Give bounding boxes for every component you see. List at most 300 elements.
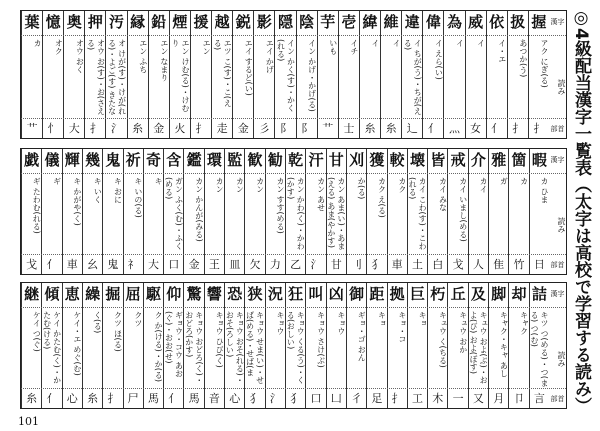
kanji-reading: キョウ ひび(く) [215,311,225,368]
kanji-char: 鋭 [235,13,251,31]
kanji-reading: エン [202,39,212,55]
kanji-column [447,283,467,408]
kanji-reading: イ [455,39,465,47]
kanji-radical: 卩 [513,392,525,405]
kanji-radical: 扌 [391,392,403,405]
kanji-char: 雅 [491,151,507,169]
kanji-char: 戯 [24,151,40,169]
kanji-radical: 礻 [127,258,139,271]
kanji-radical: 車 [66,258,78,271]
kanji-char: 較 [389,151,405,169]
kanji-radical: 口 [310,392,322,405]
kanji-char: 奥 [66,13,82,31]
kanji-column [41,149,61,274]
header-reading: 読み [557,79,566,95]
kanji-column [163,283,183,408]
kanji-reading: キョウ おそ(れる)・おそ(ろしい) [225,311,245,384]
kanji-column [224,149,244,274]
kanji-radical: 火 [174,122,186,135]
kanji-reading: か(る) [357,177,367,200]
kanji-char: 儀 [44,151,60,169]
row-divider [21,254,566,255]
kanji-radical: 竹 [513,258,525,271]
kanji-char: 獲 [369,151,385,169]
kanji-char: 況 [267,285,283,303]
kanji-reading: イ [476,39,486,47]
kanji-char: 御 [349,285,365,303]
kanji-radical: 艹 [322,122,334,135]
kanji-column [163,149,183,274]
header-kanji: 漢字 [550,18,565,26]
kanji-radical: 阝 [279,122,291,135]
header-reading: 読み [557,217,566,233]
kanji-column [143,283,163,408]
kanji-reading: カ [519,177,529,185]
kanji-radical: 糸 [385,122,397,135]
kanji-radical: 氵 [111,122,123,135]
kanji-reading: エン ふち [138,39,148,74]
kanji-radical: 金 [237,122,249,135]
kanji-char: 壊 [409,151,425,169]
kanji-column [265,283,285,408]
kanji-char: 監 [227,151,243,169]
kanji-column [285,283,305,408]
kanji-reading: ケイ・エ めぐ(む) [72,311,82,376]
kanji-radical: 力 [269,258,281,271]
kanji-radical: 忄 [47,122,59,135]
kanji-column [488,283,508,408]
kanji-reading: キャク [519,311,529,335]
kanji-reading: アク にぎ(る) [539,39,549,88]
kanji-radical: 乙 [290,258,302,271]
kanji-char: 扱 [510,13,526,31]
kanji-column [326,149,346,274]
kanji-column [529,149,549,274]
header-bushu: 部首 [550,395,565,403]
kanji-char: 皆 [430,151,446,169]
kanji-column [285,149,305,274]
kanji-char: 巨 [409,285,425,303]
title-sub: （太字は高校で学習する読み） [571,175,591,414]
kanji-char: 驚 [186,285,202,303]
kanji-char: 為 [446,13,462,31]
kanji-column [41,283,61,408]
kanji-column [305,149,325,274]
kanji-char: 狂 [288,285,304,303]
kanji-radical: 亻 [46,392,58,405]
kanji-reading: ク か(ける)・か(る) [154,311,164,383]
kanji-char: 依 [489,13,505,31]
kanji-radical: 甘 [330,258,342,271]
kanji-reading: ギョウ・コウ あお(ぐ)・おお(せ) [164,311,184,378]
kanji-char: 及 [470,285,486,303]
header-bushu: 部首 [550,261,565,269]
kanji-radical: 犭 [371,258,383,271]
kanji-reading: カ [33,39,43,47]
kanji-char: 却 [511,285,527,303]
kanji-char: 輝 [64,151,80,169]
kanji-reading: イン かげ・かげ(る) [307,39,317,112]
kanji-char: 奇 [145,151,161,169]
kanji-char: 鑑 [186,151,202,169]
kanji-column [427,149,447,274]
kanji-char: 違 [404,13,420,31]
kanji-column [305,283,325,408]
kanji-reading: オウ お(す)・お(さえる) [86,39,106,115]
kanji-radical: 戈 [452,258,464,271]
kanji-reading: キ [154,177,164,185]
kanji-char: 陰 [299,13,315,31]
kanji-char: 朽 [430,285,446,303]
kanji-reading: カイ みな [438,177,448,212]
title-main: ◎4級配当漢字一覧表 [571,8,591,176]
kanji-char: 甘 [328,151,344,169]
kanji-char: 隠 [277,13,293,31]
kanji-radical: 彡 [258,122,270,135]
kanji-column [62,283,82,408]
kanji-radical: 扌 [195,122,207,135]
kanji-column [326,283,346,408]
kanji-reading: カイ [479,177,489,193]
kanji-reading: キ いく [93,177,103,204]
kanji-column [82,149,102,274]
kanji-char: 傾 [44,285,60,303]
kanji-reading: キ いの(る) [133,177,143,218]
kanji-column [468,149,488,274]
kanji-radical: 白 [432,258,444,271]
kanji-column [427,283,447,408]
kanji-reading: ケイ つ(ぐ) [32,311,42,352]
kanji-radical: 欠 [249,258,261,271]
kanji-radical: 大 [68,122,80,135]
kanji-reading: キュウ おか [458,311,468,354]
header-reading: 読み [557,351,566,367]
kanji-radical: 馬 [147,392,159,405]
kanji-reading: ギ [52,177,62,185]
kanji-radical: 金 [153,122,165,135]
kanji-reading: カイ こわ(す)・こわ(れる) [408,177,428,250]
kanji-reading: キュウ く(ちる) [438,311,448,368]
kanji-reading: オ けが(す)・けが(れる)・よご(す) きたな [107,39,127,115]
page-number: 101 [18,415,39,428]
kanji-reading: キャク・キャ あし [499,311,509,378]
kanji-char: 繰 [85,285,101,303]
kanji-column [447,149,467,274]
kanji-radical: 犭 [290,392,302,405]
kanji-column [244,149,264,274]
kanji-column [346,149,366,274]
kanji-radical: 彳 [351,392,363,405]
kanji-column [143,149,163,274]
row-divider [21,118,566,119]
kanji-radical: 灬 [448,122,460,135]
kanji-radical: 馬 [188,392,200,405]
kanji-radical: 金 [188,258,200,271]
kanji-reading: カ ひま [539,177,549,204]
kanji-reading: ギョ・ゴ おん [357,311,367,362]
kanji-reading: カク え(る) [377,177,387,218]
kanji-char: 汗 [308,151,324,169]
kanji-radical: 足 [371,392,383,405]
kanji-char: 距 [369,285,385,303]
kanji-char: 介 [470,151,486,169]
kanji-char: 憶 [45,13,61,31]
kanji-radical: 糸 [364,122,376,135]
kanji-radical: 尸 [127,392,139,405]
kanji-reading: エイ するど(い) [244,39,254,96]
kanji-radical: 糸 [26,392,38,405]
kanji-char: 汚 [109,13,125,31]
kanji-reading: イ [371,39,381,47]
kanji-radical: 音 [208,392,220,405]
kanji-char: 祈 [125,151,141,169]
kanji-radical: 氵 [310,258,322,271]
kanji-char: 歓 [247,151,263,169]
kanji-reading: イ ちが(う)・ちが(える) [403,39,423,115]
kanji-column [183,283,203,408]
kanji-column [407,283,427,408]
kanji-radical: 士 [343,122,355,135]
kanji-reading: あつか(う) [518,39,528,78]
kanji-reading: イン かく(す)・かく(れる) [276,39,296,112]
kanji-column [366,283,386,408]
kanji-char: 響 [206,285,222,303]
kanji-reading: カン あせ [316,177,326,212]
kanji-column [244,283,264,408]
kanji-char: 鬼 [105,151,121,169]
kanji-radical: 口 [168,258,180,271]
kanji-char: 葉 [24,13,40,31]
kanji-reading: カン かんが(みる) [194,177,204,242]
kanji-reading: キョ・コ [397,311,407,343]
kanji-char: 威 [468,13,484,31]
kanji-radical: 扌 [89,122,101,135]
kanji-char: 握 [531,13,547,31]
kanji-char: 含 [166,151,182,169]
kanji-char: 掘 [105,285,121,303]
kanji-radical: 氵 [269,392,281,405]
kanji-reading: キョウ [336,311,346,335]
kanji-radical: 戈 [26,258,38,271]
kanji-reading: キ かがや(く) [72,177,82,226]
kanji-reading: カン あま(い)・あま(える) あま(やかす) [326,177,346,250]
kanji-char: 丘 [450,285,466,303]
kanji-column [102,283,122,408]
kanji-char: 勧 [267,151,283,169]
kanji-char: 援 [193,13,209,31]
kanji-radical: 亻 [168,392,180,405]
kanji-reading: オク [54,39,64,55]
kanji-radical: 犭 [249,392,261,405]
kanji-char: 維 [383,13,399,31]
kanji-radical: 女 [470,122,482,135]
kanji-radical: 走 [216,122,228,135]
kanji-column [21,283,41,408]
kanji-column [21,149,41,274]
kanji-char: 駆 [145,285,161,303]
kanji-radical: 工 [411,392,423,405]
kanji-radical: 土 [411,258,423,271]
kanji-char: 芋 [320,13,336,31]
kanji-char: 偉 [425,13,441,31]
kanji-column [102,149,122,274]
kanji-table-3 [20,282,567,409]
kanji-column [183,149,203,274]
kanji-char: 煙 [172,13,188,31]
kanji-reading: キョ [418,311,428,327]
kanji-char: 幾 [85,151,101,169]
kanji-reading: クツ [133,311,143,327]
row-divider [21,388,566,389]
kanji-radical: 扌 [107,392,119,405]
kanji-column [265,149,285,274]
kanji-reading: ケイ かたむ(く)・かたむ(ける) [42,311,62,384]
kanji-reading: ギ たわむ(れる) [32,177,42,234]
kanji-table-1 [20,10,567,139]
kanji-reading: イチ [349,39,359,55]
kanji-reading: キュウ およ(ぶ)・およ(び) およ(ぼす) [469,311,489,384]
kanji-column [387,149,407,274]
kanji-char: 恵 [64,285,80,303]
kanji-radical: 木 [432,392,444,405]
kanji-radical: 扌 [512,122,524,135]
kanji-radical: 心 [66,392,78,405]
header-kanji: 漢字 [550,156,565,164]
row-divider [21,35,566,36]
kanji-column [387,283,407,408]
kanji-char: 越 [214,13,230,31]
kanji-reading: カン すす(める) [275,177,285,234]
header-column [549,149,566,274]
kanji-column [82,283,102,408]
kanji-column [123,149,143,274]
kanji-radical: 亻 [427,122,439,135]
kanji-reading: カン [215,177,225,193]
kanji-reading: イ [392,39,402,47]
kanji-column [224,283,244,408]
kanji-reading: いも [328,39,338,55]
kanji-column [62,149,82,274]
kanji-reading: イ・エ [497,39,507,63]
row-divider [21,173,566,174]
kanji-reading: キョウ くる(う)・くる(おしい) [286,311,306,384]
kanji-reading: キョ [377,311,387,327]
kanji-column [468,283,488,408]
kanji-column [488,149,508,274]
kanji-reading: キョウ おどろ(く)・おどろ(かす) [184,311,204,384]
kanji-radical: 人 [472,258,484,271]
kanji-char: 壱 [341,13,357,31]
kanji-reading: エイ かげ [265,39,275,74]
kanji-radical: 辶 [406,122,418,135]
kanji-reading: エン なまり [159,39,169,82]
kanji-column [407,149,427,274]
kanji-column [508,283,528,408]
kanji-column [366,149,386,274]
kanji-char: 緯 [362,13,378,31]
kanji-reading: ガ [499,177,509,185]
kanji-radical: 車 [391,258,403,271]
page-title [566,8,596,414]
kanji-char: 暇 [531,151,547,169]
kanji-char: 仰 [166,285,182,303]
kanji-char: 戒 [450,151,466,169]
kanji-radical: 隹 [493,258,505,271]
kanji-reading: キョウ [275,311,285,335]
kanji-char: 拠 [389,285,405,303]
kanji-reading: キョウ さけ(ぶ) [316,311,326,368]
kanji-radical: 王 [208,258,220,271]
kanji-char: 押 [87,13,103,31]
kanji-radical: 一 [452,392,464,405]
kanji-char: 箇 [511,151,527,169]
kanji-radical: 大 [147,258,159,271]
kanji-char: 脚 [491,285,507,303]
kanji-reading: キ おに [113,177,123,204]
kanji-radical: 扌 [533,122,545,135]
kanji-char: 乾 [288,151,304,169]
kanji-radical: 皿 [229,258,241,271]
header-column [549,283,566,408]
kanji-char: 屈 [125,285,141,303]
kanji-char: 狭 [247,285,263,303]
kanji-char: 影 [256,13,272,31]
kanji-column [123,283,143,408]
kanji-radical: 阝 [301,122,313,135]
kanji-radical: 糸 [132,122,144,135]
kanji-reading: キョウ せま(い)・せば(める)・せば(ま [245,311,265,384]
kanji-radical: 心 [229,392,241,405]
kanji-radical: 月 [493,392,505,405]
kanji-column [204,149,224,274]
kanji-char: 恐 [227,285,243,303]
kanji-radical: 艹 [26,122,38,135]
kanji-char: 凶 [328,285,344,303]
kanji-reading: く(る) [93,311,103,334]
header-bushu: 部首 [550,125,565,133]
kanji-char: 叫 [308,285,324,303]
kanji-radical: 又 [472,392,484,405]
kanji-reading: エツ こ(す)・こ(える) [213,39,233,107]
kanji-char: 詰 [531,285,547,303]
kanji-reading: カイ いまし(める) [458,177,468,242]
kanji-radical: 日 [533,258,545,271]
kanji-reading: カン かわ(く)・かわ(かす) [286,177,306,250]
kanji-radical: 亻 [491,122,503,135]
header-kanji: 漢字 [550,290,565,298]
kanji-radical: 凵 [330,392,342,405]
kanji-column [204,283,224,408]
kanji-table-2 [20,148,567,275]
kanji-radical: 言 [533,392,545,405]
kanji-reading: ガン ふく(む)・ふく(める) [164,177,184,250]
kanji-column [529,283,549,408]
kanji-radical: 刂 [351,258,363,271]
kanji-reading: カン [255,177,265,193]
kanji-char: 継 [24,285,40,303]
kanji-reading: カク [397,177,407,193]
kanji-reading: キツ つ(める)・つ(まる) つ(む) [529,311,549,387]
kanji-char: 環 [206,151,222,169]
kanji-reading: カン [235,177,245,193]
kanji-radical: 亻 [46,258,58,271]
kanji-reading: イ えら(い) [434,39,444,80]
kanji-reading: クツ ほ(る) [113,311,123,352]
kanji-column [508,149,528,274]
kanji-char: 縁 [130,13,146,31]
row-divider [21,307,566,308]
kanji-reading: エン けむ(る)・けむり [170,39,190,112]
